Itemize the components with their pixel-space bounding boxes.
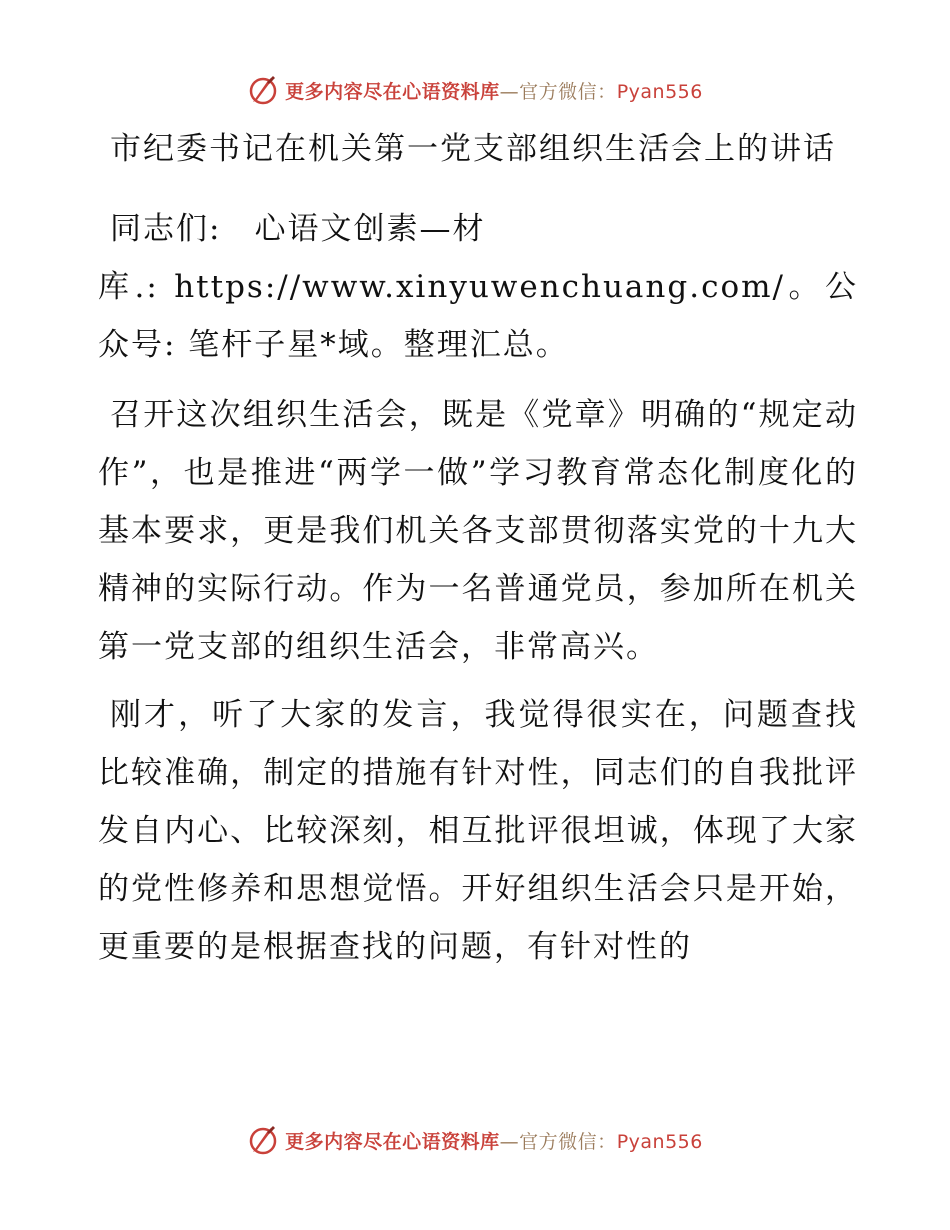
greeting-line: 同志们: 心语文创素—材 [110,211,486,247]
header-banner-text: 更多内容尽在心语资料库—官方微信：Pyan556 [285,80,703,103]
header-banner [0,70,950,110]
footer-banner-text: 更多内容尽在心语资料库—官方微信：Pyan556 [285,1130,703,1153]
paragraph-1: 召开这次组织生活会，既是《党章》明确的“规定动作”，也是推进“两学一做”学习教育常态化制度化的基本要求，更是我们机关各支部贯彻落实党的十九大精神的实际行动。作为一名普通党员，参加所在机关第一党支部的组织生活会，非常高兴。 [98,397,858,665]
quill-pen-logo-icon [247,1124,279,1156]
footer-banner [0,1120,950,1160]
paragraph-2: 刚才，听了大家的发言，我觉得很实在，问题查找比较准确，制定的措施有针对性，同志们的自我批评发自内心、比较深刻，相互批评很坦诚，体现了大家的党性修养和思想觉悟。开好组织生活会只是开始，更重要的是根据查找的问题，有针对性的 [98,697,858,965]
source-note: 库.: https://www.xinyuwenchuang.com/。公众号: 笔杆子星*域。整理汇总。 [98,269,858,363]
document-body [98,120,858,976]
document-title: 市纪委书记在机关第一党支部组织生活会上的讲话 [110,131,836,167]
quill-pen-logo-icon [247,74,279,106]
